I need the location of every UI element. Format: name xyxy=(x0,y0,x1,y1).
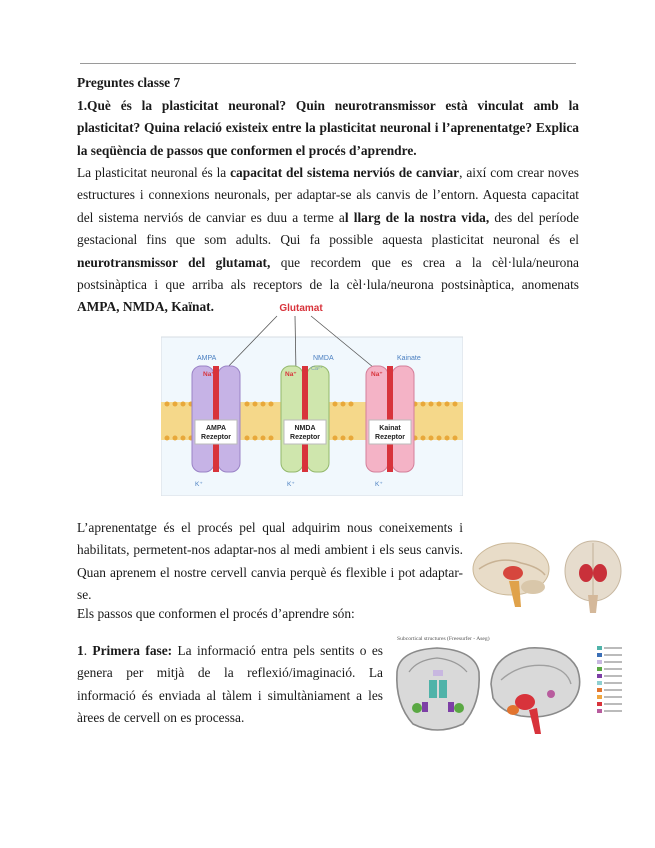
nmda-sub: Rezeptor xyxy=(290,434,320,441)
bold-run: l llarg de la nostra vida, xyxy=(344,209,490,225)
nmda-na-label: Na⁺ xyxy=(285,371,297,378)
sagittal-slice xyxy=(491,648,580,734)
phase-text: La informació entra pels sentits o es genera per mitjà de la reflexió/imaginació. La informació és enviada al tàlem i simultàniament a les àrees de cervell on es processa. xyxy=(77,643,383,726)
nmda-top-label: NMDA xyxy=(313,355,334,362)
ampa-name: AMPA xyxy=(205,425,227,432)
bold-run: AMPA, NMDA, Kaïnat. xyxy=(77,299,214,315)
kainat-name: Kainat xyxy=(379,425,401,432)
ampa-k-label: K⁺ xyxy=(195,481,203,488)
question-text: 1.Què és la plasticitat neuronal? Quin neurotransmissor està vinculat amb la plasticitat? Quina relació existeix entre la plasticitat neuronal i l’aprenentatge? Explica la seqüència de passos que conformen el procés d’aprendre. xyxy=(77,98,579,158)
paragraph-learning: L’aprenentatge és el procés pel qual adquirim nous coneixements i habilitats, permetent-nos adaptar-nos al medi ambient i els seus canvis. Quan aprenem el nostre cervell canvia perquè és flexible i pot adaptar-se. xyxy=(77,520,463,603)
brain-sagittal xyxy=(473,543,549,607)
phase-number: 1 xyxy=(77,643,84,658)
subcortical-title: Subcortical structures (Freesurfer - Aseg) xyxy=(397,636,490,642)
kainat-top-label: Kainate xyxy=(397,355,421,362)
kainat-sub: Rezeptor xyxy=(375,434,405,441)
text-run: , així com crear noves estructures i connexions neuronals, per adaptar-se als canvis de l’entorn. Aquesta capacitat del sistema nerviós de canviar es duu a terme a xyxy=(77,165,579,225)
text-run: que recordem que es crea a la cèl·lula/neurona postsinàptica i que arriba als receptors de la cèl·lula/neurona postsinàptica, anomenats xyxy=(77,254,579,293)
header-rule xyxy=(80,63,576,64)
nmda-name: NMDA xyxy=(294,425,316,432)
text-run: des del període gestacional fins que som adults. Qui fa possible aquesta plasticitat neuronal és el xyxy=(77,209,579,248)
nmda-ca-label: Ca²⁺ xyxy=(311,366,323,372)
ampa-sub: Rezeptor xyxy=(201,434,231,441)
subcortical-structures-figure xyxy=(389,632,631,742)
subcortical-legend xyxy=(597,646,622,713)
coronal-slice xyxy=(397,648,479,730)
paragraph-plasticity xyxy=(77,162,579,319)
bold-run: capacitat del sistema nerviós de canviar xyxy=(230,165,460,180)
glutamate-receptors-figure xyxy=(161,300,463,496)
phase-one-paragraph: 1. Primera fase: La informació entra pels sentits o es genera per mitjà de la reflexió/imaginació. La informació és enviada al tàlem i simultàniament a les àrees de cervell on es processa. xyxy=(77,643,383,726)
nmda-receptor xyxy=(281,355,334,488)
ampa-receptor xyxy=(192,355,240,488)
text-run: La plasticitat neuronal és la xyxy=(77,165,231,180)
kainat-k-label: K⁺ xyxy=(375,481,383,488)
ampa-na-label: Na⁺ xyxy=(203,371,215,378)
glutamate-label: Glutamat xyxy=(279,303,323,314)
nmda-k-label: K⁺ xyxy=(287,481,295,488)
page-title: Preguntes classe 7 xyxy=(77,75,181,90)
phase-label: Primera fase: xyxy=(92,643,173,658)
kainat-receptor xyxy=(366,355,421,488)
bold-run: neurotransmissor del glutamat, xyxy=(77,254,271,270)
ampa-top-label: AMPA xyxy=(197,355,217,362)
kainat-na-label: Na⁺ xyxy=(371,371,383,378)
steps-intro: Els passos que conformen el procés d’aprendre són: xyxy=(77,606,355,621)
